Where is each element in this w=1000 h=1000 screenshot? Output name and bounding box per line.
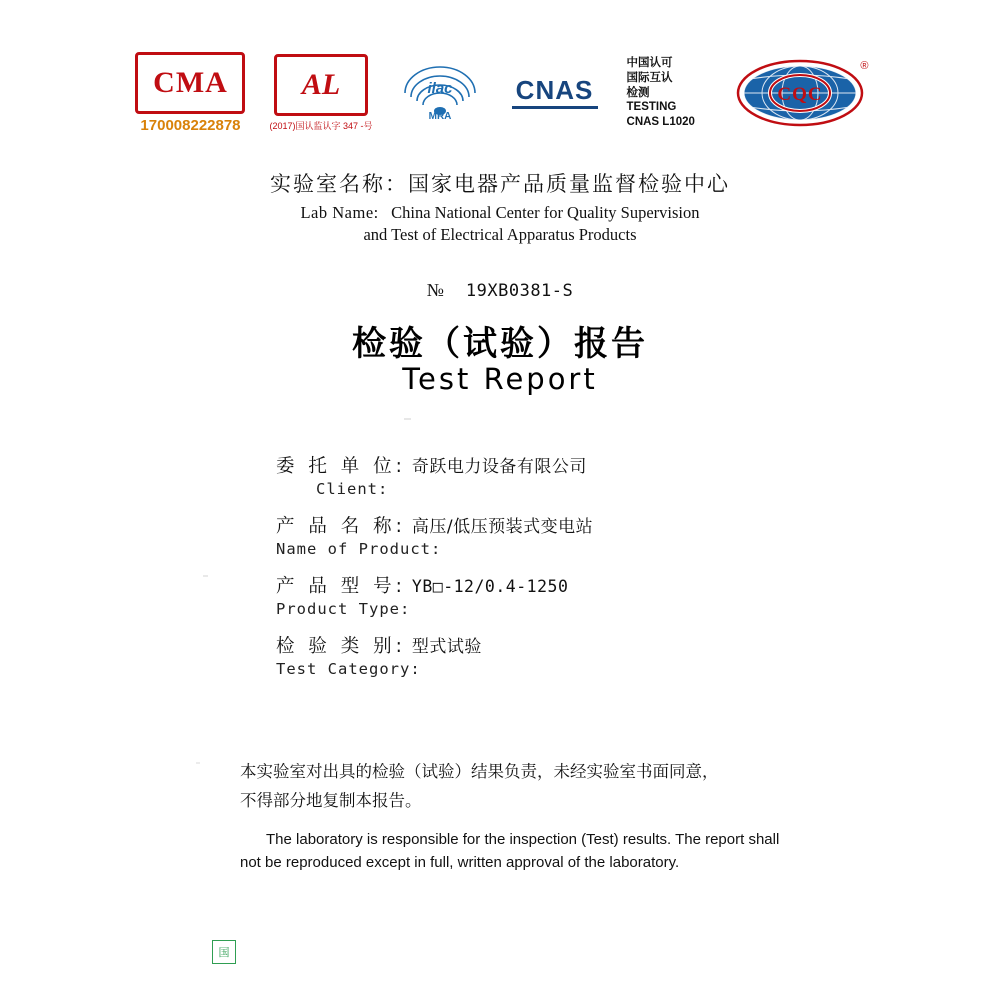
scan-artifact [196,762,200,764]
field-product-type-row [276,572,916,598]
ilac-mra-logo [397,62,483,124]
field-test-category-label-zh: 检 验 类 别: [276,636,406,657]
lab-name-value-en-line2: and Test of Electrical Apparatus Products [363,225,637,244]
field-client [276,452,916,498]
field-product-name-label-en: Name of Product: [276,540,442,558]
field-product-type-label-zh: 产 品 型 号: [276,576,406,597]
seal-stamp: 国 [212,940,236,964]
field-test-category [276,632,916,678]
cma-logo [135,52,245,134]
page-title-en: Test Report [402,362,598,396]
scan-artifact [203,575,208,577]
lab-name-value-en-line1: China National Center for Quality Supervision [391,203,700,222]
lab-name-block [0,168,1000,245]
cnas-accred-line-4: TESTING [626,101,677,114]
cnas-logo-text: CNAS [515,75,594,105]
field-test-category-label-en: Test Category: [276,660,421,678]
certification-logo-row [0,52,1000,134]
field-client-value: 奇跃电力设备有限公司 [411,457,587,477]
lab-name-en-row [0,203,1000,223]
field-product-type-value: YB□-12/0.4-1250 [411,577,569,596]
svg-text:MRA: MRA [428,111,451,122]
cnas-logo-rule [512,106,598,109]
field-product-name-value: 高压/低压预装式变电站 [411,517,594,537]
field-client-label-en: Client: [316,480,389,498]
svg-text:CQC: CQC [776,84,823,105]
scan-artifact [404,418,411,420]
cnas-accred-line-3: 检测 [626,86,650,99]
cnas-logo [507,60,603,126]
lab-name-zh-row [0,168,1000,198]
report-fields [276,452,916,692]
lab-name-label-zh: 实验室名称： [270,172,408,196]
lab-name-label-en: Lab Name: [300,203,379,222]
cal-logo-number: (2017)国认监认字 347 -号 [269,121,373,131]
notice-zh [240,758,800,816]
cma-logo-text: CMA [153,66,228,99]
field-test-category-value: 型式试验 [411,637,482,657]
cnas-accred-line-1: 中国认可 [626,57,673,70]
notice-en [240,828,810,875]
field-product-type-label-en: Product Type: [276,600,411,618]
field-test-category-row [276,632,916,658]
cnas-accred-line-2: 国际互认 [626,71,673,84]
report-number [0,280,1000,301]
notice-zh-line-2: 不得部分地复制本报告。 [240,790,422,810]
cma-logo-box [135,52,245,114]
field-client-label-zh: 委 托 单 位: [276,456,406,477]
report-number-value: 19XB0381-S [465,281,574,301]
field-product-name-row [276,512,916,538]
field-client-row [276,452,916,478]
field-product-type [276,572,916,618]
registered-trademark-icon: ® [860,60,869,72]
notice-en-line-1 [240,828,810,851]
lab-name-en-row-2 [0,225,1000,245]
report-number-symbol: № [426,280,445,300]
cqc-logo [735,58,869,128]
field-product-name [276,512,916,558]
notice-en-line-1-text: The laboratory is responsible for the inspection (Test) results. The report shall [266,831,780,848]
cal-logo-box [274,54,368,116]
page-title-zh: 检验（试验）报告 [352,324,648,364]
notice-zh-line-1: 本实验室对出具的检验（试验）结果负责，未经实验室书面同意， [240,762,719,781]
cnas-accred-line-5: CNAS L1020 [626,116,695,129]
cnas-accreditation-logo [627,56,711,130]
svg-text:ilac: ilac [427,80,453,97]
cal-logo [269,54,372,132]
field-product-name-label-zh: 产 品 名 称: [276,516,406,537]
cal-logo-text: AL [301,68,341,101]
cma-logo-number: 170008222878 [140,117,241,134]
notice-en-line-2: not be reproduced except in full, written approval of the laboratory. [240,854,680,872]
lab-name-value-zh: 国家电器产品质量监督检验中心 [408,172,730,196]
